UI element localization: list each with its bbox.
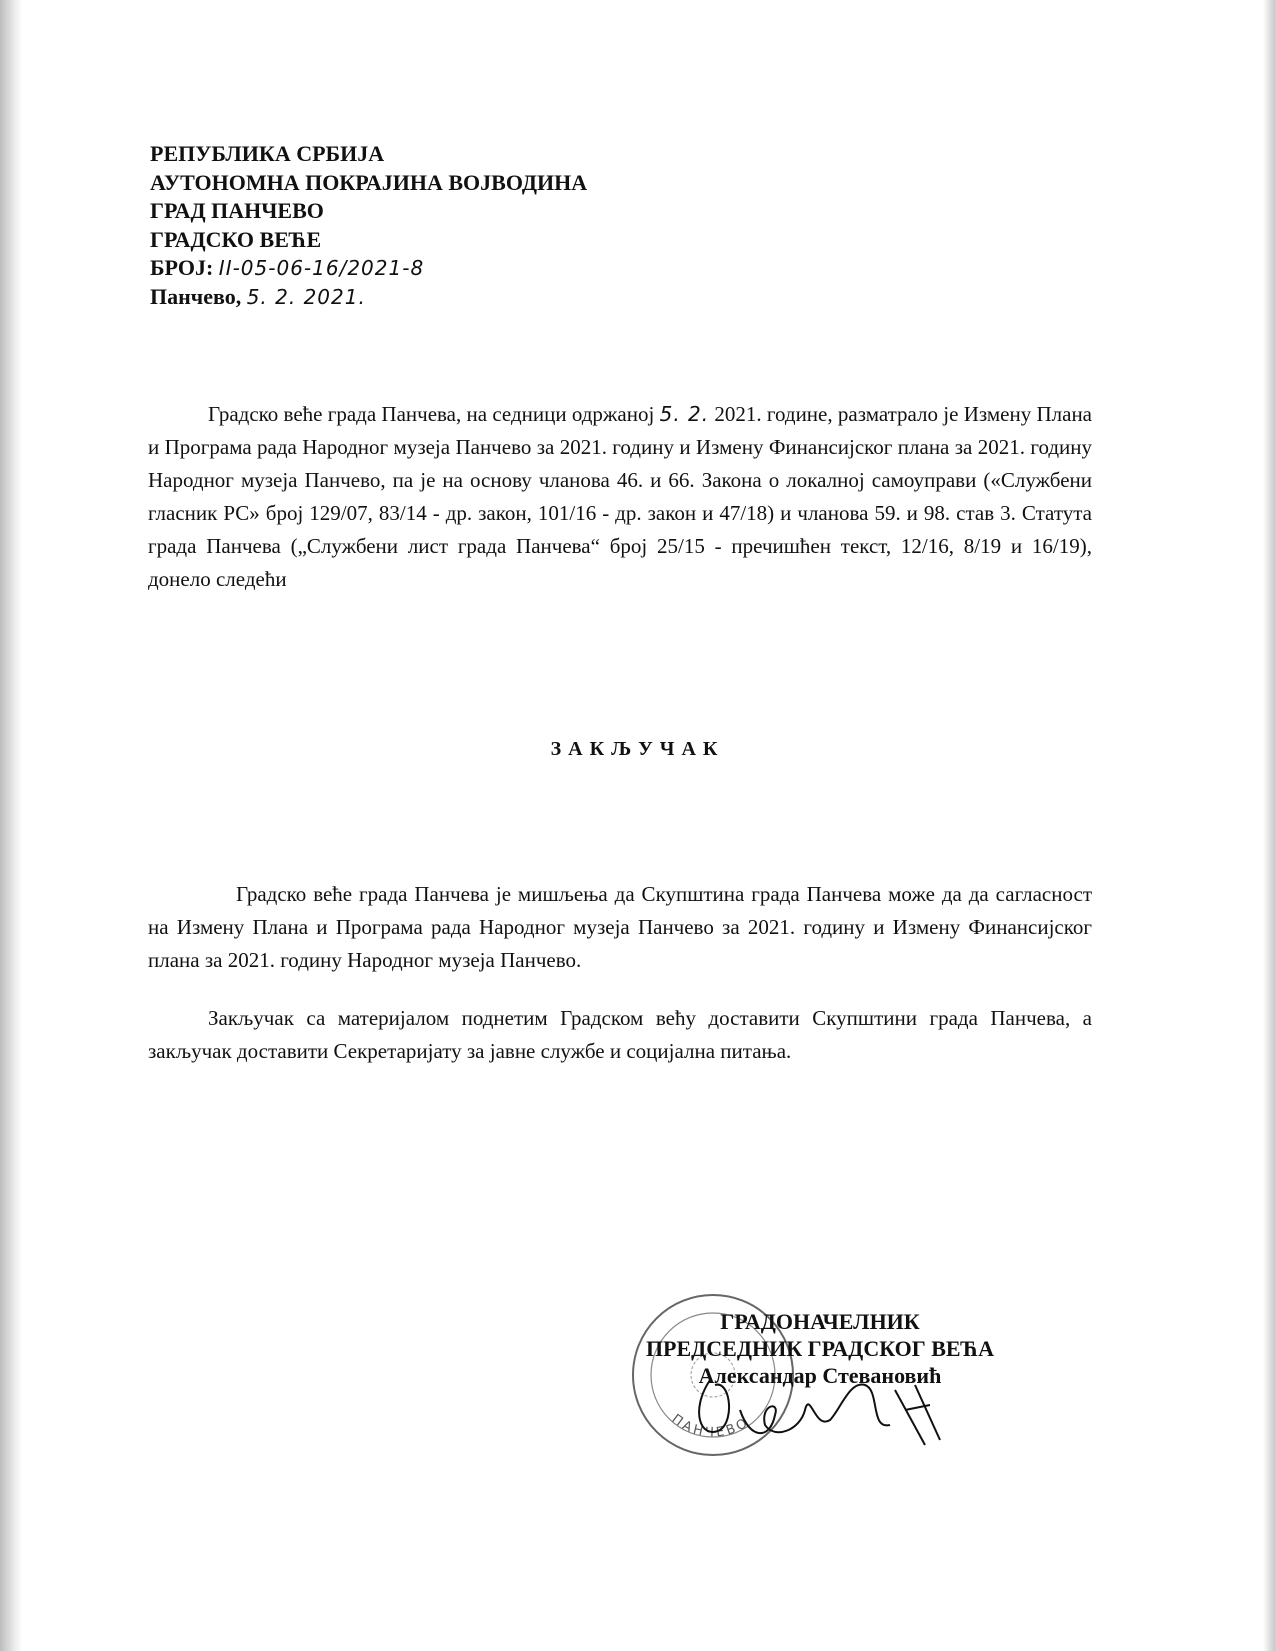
header-number (150, 254, 587, 283)
header-province: АУТОНОМНА ПОКРАЈИНА ВОЈВОДИНА (150, 169, 588, 195)
seal-text: ПАНЧЕВО (668, 1411, 753, 1441)
number-label: БРОЈ: (150, 255, 214, 280)
preamble-start: Градско веће града Панчева, на седници одржаној (208, 402, 655, 426)
handwritten-signature-icon (690, 1370, 970, 1450)
header-place-date (150, 283, 587, 312)
date-value: 5. 2. 2021. (246, 284, 366, 309)
signatory-title-mayor: ГРАДОНАЧЕЛНИК (720, 1309, 920, 1334)
session-date: 5. 2. (659, 402, 710, 426)
scan-edge-left (0, 0, 22, 1651)
document-title: ЗАКЉУЧАК (550, 738, 725, 760)
paragraph-conclusion: Градско веће града Панчева је мишљења да Скупштина града Панчева може да да сагласност на Измену Плана и Програма рада Народног музеја Панчево за 2021. годину и Измену Финансијског плана за 2021. годину Народног музеја Панчево. (148, 882, 1092, 972)
preamble-rest: 2021. године, разматрало је Измену Плана и Програма рада Народног музеја Панчево за 2021. годину и Измену Финансијског плана за 2021. годину Народног музеја Панчево, па је на основу чланова 46. и 66. Закона о локалној самоуправи («Службени гласник РС» број 129/07, 83/14 - др. закон, 101/16 - др. закон и 47/18) и чланова 59. и 98. став 3. Статута града Панчева („Службени лист града Панчева“ број 25/15 - пречишћен текст, 12/16, 8/19 и 16/19), донело следећи (148, 402, 1092, 591)
place-label: Панчево, (150, 283, 242, 309)
header-republic: РЕПУБЛИКА СРБИЈА (150, 141, 385, 166)
header-city: ГРАД ПАНЧЕВО (150, 198, 324, 223)
signatory-name: Александар Стевановић (698, 1363, 942, 1388)
header-council: ГРАДСКО ВЕЋЕ (150, 226, 322, 252)
number-value: II-05-06-16/2021-8 (218, 256, 425, 280)
scan-edge-right (1263, 0, 1275, 1651)
signatory-title-president: ПРЕДСЕДНИК ГРАДСКОГ ВЕЋА (645, 1336, 995, 1361)
document-header (150, 140, 587, 311)
paragraph-delivery: Закључак са материјалом поднетим Градском већу доставити Скупштини града Панчева, а закључак доставити Секретаријату за јавне службе и социјална питања. (148, 1006, 1092, 1063)
paragraph-preamble (148, 398, 1092, 596)
